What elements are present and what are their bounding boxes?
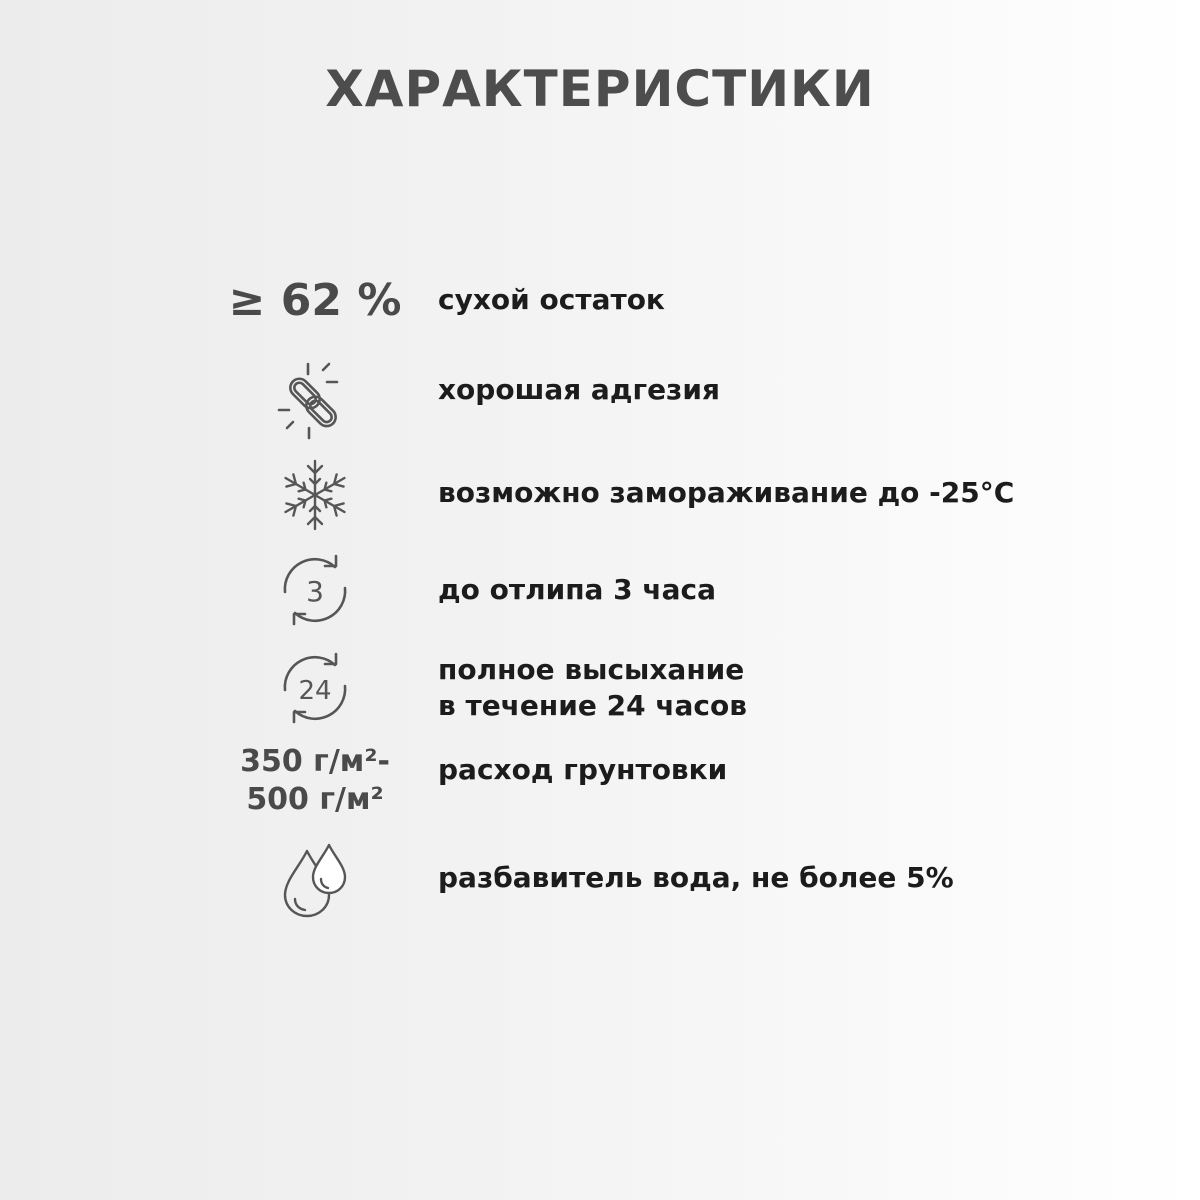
feature-dry-residue [0, 270, 1200, 330]
consumption-value-line-2: 500 г/м² [246, 782, 384, 817]
feature-tack-free [0, 552, 1200, 628]
cycle-3-number: 3 [306, 575, 324, 608]
full-drying-label [438, 652, 747, 724]
consumption-value-line-1: 350 г/м²- [240, 744, 390, 779]
freezing-label: возможно замораживание до -25°С [438, 476, 1015, 509]
snowflake-icon [277, 457, 353, 533]
cycle-24-number: 24 [298, 676, 332, 706]
dry-residue-label: сухой остаток [438, 283, 665, 316]
feature-freezing [0, 455, 1200, 535]
water-drops-icon [277, 841, 353, 919]
consumption-label: расход грунтовки [438, 753, 728, 786]
feature-thinner [0, 840, 1200, 920]
dry-residue-value: ≥ 62 % [228, 274, 402, 326]
cycle-24-icon [277, 650, 353, 726]
feature-full-drying [0, 648, 1200, 728]
feature-consumption [0, 740, 1200, 822]
feature-adhesion [0, 355, 1200, 445]
full-drying-line-2: в течение 24 часов [438, 689, 747, 722]
full-drying-line-1: полное высыхание [438, 653, 745, 686]
page-title: ХАРАКТЕРИСТИКИ [325, 60, 875, 118]
chain-link-icon [275, 360, 355, 440]
tack-free-label: до отлипа 3 часа [438, 573, 717, 606]
thinner-label: разбавитель вода, не более 5% [438, 861, 954, 894]
adhesion-label: хорошая адгезия [438, 373, 720, 406]
cycle-3-icon [277, 552, 353, 628]
